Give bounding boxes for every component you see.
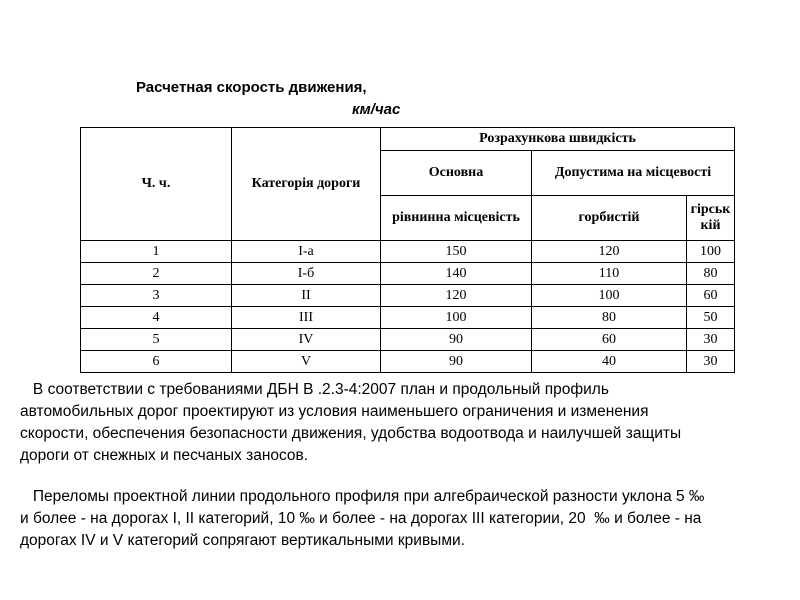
table-row [81,307,735,329]
cell-mountain-speed: 60 [687,285,735,307]
header-flat: рівнинна місцевість [381,196,532,241]
cell-number: 2 [81,263,232,285]
cell-category: II [232,285,381,307]
unit-label: км/час [352,101,401,118]
cell-mountain-speed: 80 [687,263,735,285]
cell-number: 3 [81,285,232,307]
paragraph-line: дороги от снежных и песчаных заносов. [20,447,309,464]
table-row [81,263,735,285]
paragraph-vertical-curves [20,486,800,552]
speed-table [80,127,735,373]
cell-hilly-speed: 110 [532,263,687,285]
cell-number: 5 [81,329,232,351]
cell-hilly-speed: 120 [532,241,687,263]
cell-number: 6 [81,351,232,373]
cell-main-speed: 120 [381,285,532,307]
table-row [81,285,735,307]
paragraph-line: Переломы проектной линии продольного профиля при алгебраической разности уклона 5 ‰ [20,488,705,505]
table-row [81,329,735,351]
cell-mountain-speed: 30 [687,329,735,351]
cell-category: III [232,307,381,329]
cell-number: 4 [81,307,232,329]
paragraph-line: автомобильных дорог проектируют из условия наименьшего ограничения и изменения [20,403,649,420]
cell-hilly-speed: 60 [532,329,687,351]
header-category: Категорія дороги [232,128,381,241]
paragraph-requirements [20,379,800,467]
cell-hilly-speed: 80 [532,307,687,329]
paragraph-line: В соответствии с требованиями ДБН В .2.3-4:2007 план и продольный профиль [20,381,609,398]
header-allowed: Допустима на місцевості [532,151,735,196]
header-number: Ч. ч. [81,128,232,241]
table-row [81,351,735,373]
paragraph-line: и более - на дорогах I, II категорий, 10 ‰ и более - на дорогах III категории, 20 ‰ и более - на [20,510,702,527]
cell-number: 1 [81,241,232,263]
cell-main-speed: 90 [381,329,532,351]
cell-main-speed: 90 [381,351,532,373]
paragraph-line: дорогах IV и V категорий сопрягают вертикальными кривыми. [20,532,465,549]
table-row [81,241,735,263]
cell-category: IV [232,329,381,351]
cell-category: I-а [232,241,381,263]
cell-mountain-speed: 50 [687,307,735,329]
cell-mountain-speed: 100 [687,241,735,263]
header-mountain: гірськ кій [687,196,735,241]
paragraph-line: скорости, обеспечения безопасности движения, удобства водоотвода и наилучшей защиты [20,425,682,442]
header-design-speed: Розрахункова швидкість [381,128,735,151]
cell-mountain-speed: 30 [687,351,735,373]
table-title: Расчетная скорость движения, [136,79,367,96]
cell-category: I-б [232,263,381,285]
cell-main-speed: 100 [381,307,532,329]
cell-category: V [232,351,381,373]
cell-hilly-speed: 40 [532,351,687,373]
cell-main-speed: 140 [381,263,532,285]
header-hilly: горбистій [532,196,687,241]
header-main: Основна [381,151,532,196]
cell-hilly-speed: 100 [532,285,687,307]
cell-main-speed: 150 [381,241,532,263]
